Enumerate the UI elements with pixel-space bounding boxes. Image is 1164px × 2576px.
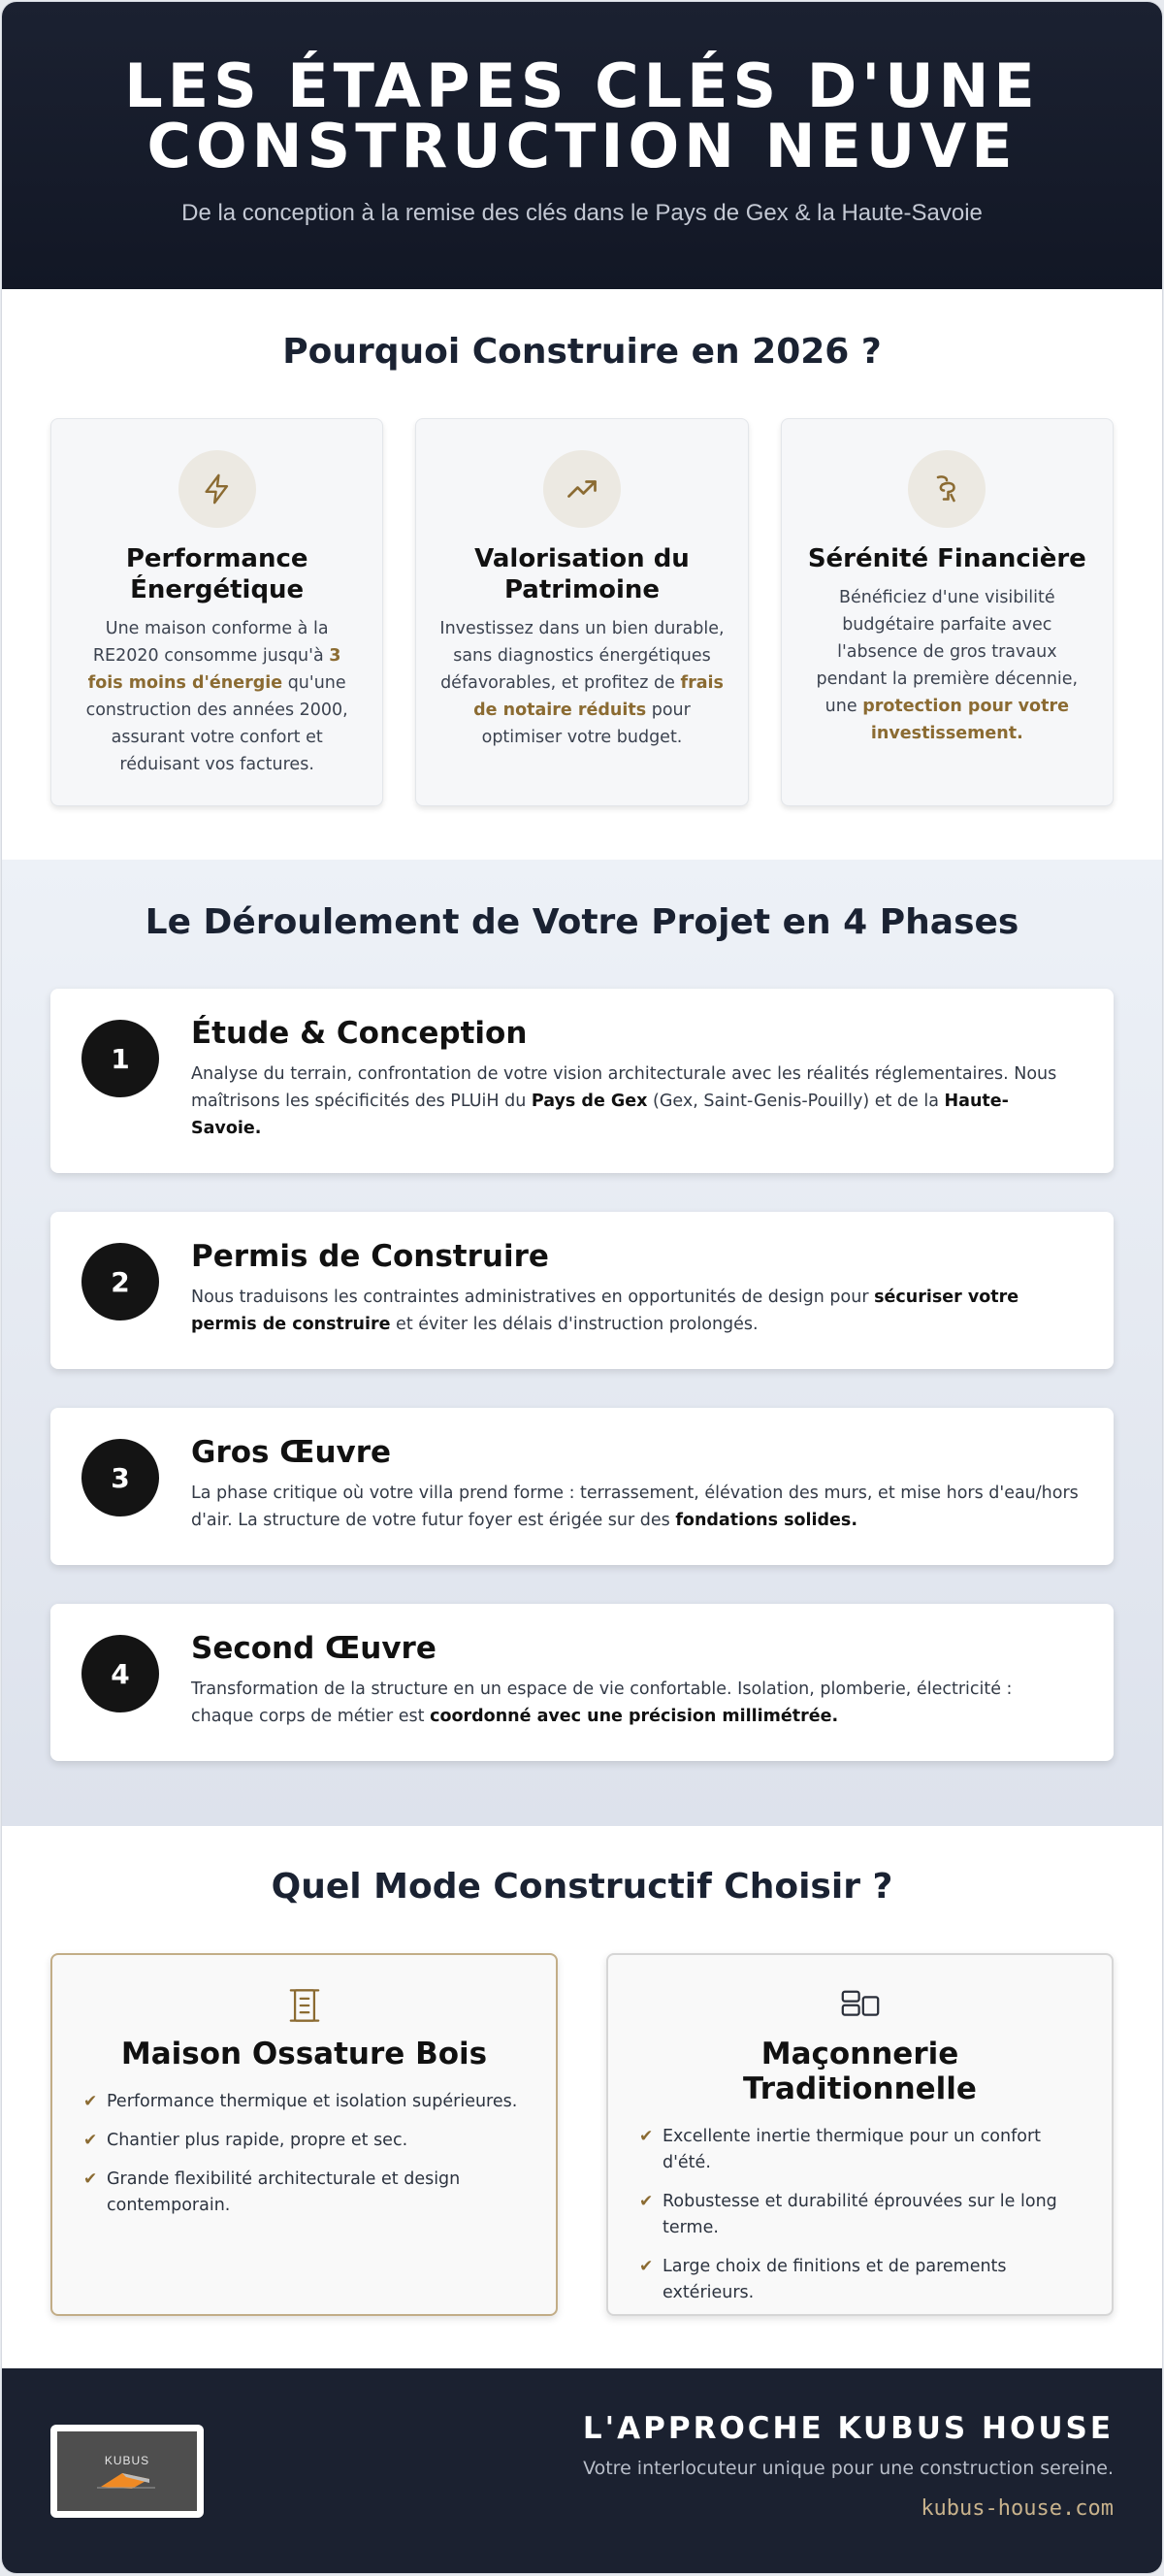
list-item: ✔ Grande flexibilité architecturale et design contemporain. xyxy=(83,2167,525,2219)
mode-cards xyxy=(2,1953,1162,2316)
benefit-card-financial xyxy=(781,418,1114,806)
phase-card xyxy=(50,1212,1114,1369)
mode-card-timber xyxy=(50,1953,558,2316)
company-logo xyxy=(50,2425,204,2518)
phase-card xyxy=(50,1408,1114,1565)
footer-brand: L'APPROCHE KUBUS HOUSE xyxy=(582,2411,1114,2446)
mode-card-masonry xyxy=(606,1953,1114,2316)
phase-title: Permis de Construire xyxy=(191,1239,549,1274)
phase-list xyxy=(2,989,1162,1761)
logo-wordmark: KUBUS xyxy=(104,2454,150,2467)
list-item: ✔ Large choix de finitions et de parements extérieurs. xyxy=(639,2254,1081,2306)
benefit-card-text: Une maison conforme à la RE2020 consomme jusqu'à 3 fois moins d'énergie qu'une construction des années 2000, assurant votre confort et réduisant vos factures. xyxy=(85,619,348,774)
hero-banner xyxy=(2,2,1162,289)
benefit-highlight: frais de notaire réduits xyxy=(473,673,724,720)
page-subtitle: De la conception à la remise des clés dans le Pays de Gex & la Haute-Savoie xyxy=(181,200,983,226)
phase-number-badge: 4 xyxy=(81,1635,159,1712)
phase-number-badge: 1 xyxy=(81,1020,159,1097)
phase-title: Second Œuvre xyxy=(191,1631,436,1666)
why-section-title: Pourquoi Construire en 2026 ? xyxy=(282,332,882,372)
phase-title: Étude & Conception xyxy=(191,1016,528,1051)
timber-frame-icon xyxy=(83,1986,525,2029)
lightning-icon xyxy=(178,450,256,528)
footer-tagline: Votre interlocuteur unique pour une construction sereine. xyxy=(583,2458,1114,2479)
phase-description: Nous traduisons les contraintes administratives en opportunités de design pour sécuriser votre permis de construire et éviter les délais d'instruction prolongés. xyxy=(191,1288,1019,1334)
phase-description: Analyse du terrain, confrontation de votre vision architecturale avec les réalités réglementaires. Nous maîtrisons les spécificités des PLUiH du Pays de Gex (Gex, Saint-Genis-Pouilly) et de la Haute-Savoie. xyxy=(191,1064,1057,1138)
why-build-section xyxy=(2,289,1162,860)
check-icon: ✔ xyxy=(83,2169,98,2189)
footer-info xyxy=(583,2411,1114,2521)
check-icon: ✔ xyxy=(83,2092,98,2111)
check-icon: ✔ xyxy=(639,2127,654,2146)
masonry-blocks-icon xyxy=(639,1986,1081,2029)
logo-house-mark xyxy=(93,2467,161,2491)
check-icon: ✔ xyxy=(639,2192,654,2211)
page-title: LES ÉTAPES CLÉS D'UNE CONSTRUCTION NEUVE xyxy=(124,50,1040,181)
benefit-highlight: protection pour votre investissement. xyxy=(862,697,1069,743)
footer-website-link[interactable]: kubus-house.com xyxy=(921,2496,1114,2521)
benefit-card-title: Sérénité Financière xyxy=(807,544,1086,573)
benefit-card-title: Performance Énergétique xyxy=(125,544,308,604)
trending-up-icon xyxy=(543,450,621,528)
benefit-card-patrimony xyxy=(415,418,748,806)
list-item: ✔ Robustesse et durabilité éprouvées sur le long terme. xyxy=(639,2189,1081,2241)
mode-title: Maçonnerie Traditionnelle xyxy=(743,2037,977,2106)
phase-card xyxy=(50,1604,1114,1761)
footer xyxy=(2,2368,1162,2573)
project-phases-section xyxy=(2,860,1162,1826)
benefit-card-text: Bénéficiez d'une visibilité budgétaire parfaite avec l'absence de gros travaux pendant la première décennie, une protection pour votre investissement. xyxy=(816,588,1079,743)
mode-feature-list xyxy=(639,2124,1081,2306)
modes-section-title: Quel Mode Constructif Choisir ? xyxy=(271,1867,893,1907)
benefit-highlight: 3 fois moins d'énergie xyxy=(87,646,341,693)
benefit-card-text: Investissez dans un bien durable, sans diagnostics énergétiques défavorables, et profitez de frais de notaire réduits pour optimiser votre budget. xyxy=(439,619,725,747)
phase-title: Gros Œuvre xyxy=(191,1435,392,1470)
list-item: ✔ Excellente inertie thermique pour un confort d'été. xyxy=(639,2124,1081,2176)
mode-title: Maison Ossature Bois xyxy=(120,2037,488,2071)
construction-mode-section xyxy=(2,1826,1162,2368)
benefit-cards xyxy=(2,418,1162,806)
benefit-card-title: Valorisation du Patrimoine xyxy=(474,544,690,604)
list-item: ✔ Performance thermique et isolation supérieures. xyxy=(83,2089,525,2115)
phase-number-badge: 2 xyxy=(81,1243,159,1321)
phase-description: La phase critique où votre villa prend forme : terrassement, élévation des murs, et mise hors d'eau/hors d'air. La structure de votre futur foyer est érigée sur des fondations solides. xyxy=(191,1484,1079,1530)
piggy-bank-icon xyxy=(908,450,986,528)
check-icon: ✔ xyxy=(83,2131,98,2150)
phases-section-title: Le Déroulement de Votre Projet en 4 Phases xyxy=(145,902,1019,942)
phase-card xyxy=(50,989,1114,1173)
check-icon: ✔ xyxy=(639,2257,654,2276)
infographic-page xyxy=(1,1,1163,2574)
phase-number-badge: 3 xyxy=(81,1439,159,1516)
mode-feature-list xyxy=(83,2089,525,2219)
phase-description: Transformation de la structure en un espace de vie confortable. Isolation, plomberie, électricité : chaque corps de métier est coordonné avec une précision millimétrée. xyxy=(191,1679,1013,1726)
list-item: ✔ Chantier plus rapide, propre et sec. xyxy=(83,2128,525,2154)
benefit-card-energy xyxy=(50,418,383,806)
